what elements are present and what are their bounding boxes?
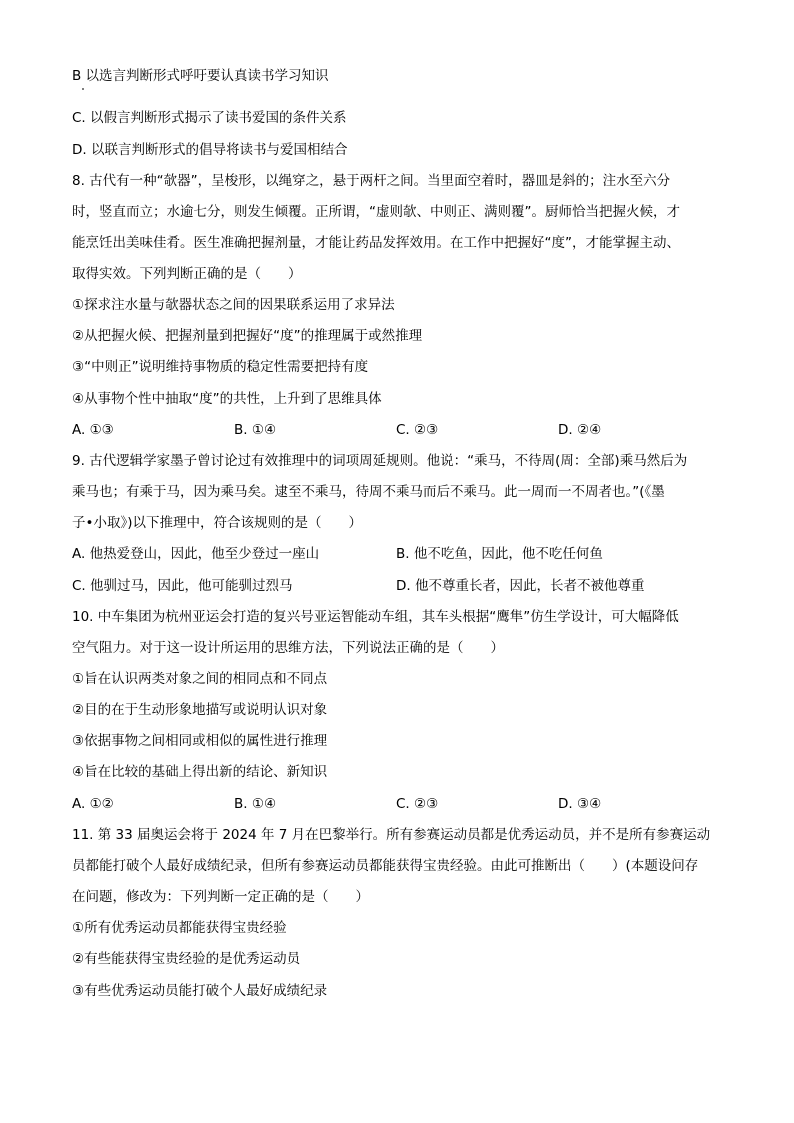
q10-option-c: C. ②③: [396, 796, 439, 812]
q11-stem-line-3: 在问题，修改为：下列判断一定正确的是（ ）: [72, 889, 369, 905]
q9-stem-line-2: 乘马也；有乘于马，因为乘马矣。逮至不乘马，待周不乘马而后不乘马。此一周而一不周者也。”(《墨: [72, 484, 665, 500]
q8-option-b: B. ①④: [234, 422, 277, 438]
q9-option-c: C. 他驯过马，因此，他可能驯过烈马: [72, 578, 293, 594]
q8-item-2: ②从把握火候、把握剂量到把握好“度”的推理属于或然推理: [72, 328, 423, 344]
q9-stem-line-1: 9. 古代逻辑学家墨子曾讨论过有效推理中的词项周延规则。他说：“乘马，不待周(周：全部)乘马然后为: [72, 453, 688, 469]
q8-item-1: ①探求注水量与欹器状态之间的因果联系运用了求异法: [72, 297, 395, 313]
q8-option-c: C. ②③: [396, 422, 439, 438]
q10-option-a: A. ①②: [72, 796, 114, 812]
q8-stem-line-4: 取得实效。下列判断正确的是（ ）: [72, 266, 302, 282]
q11-stem-line-1: 11. 第 33 届奥运会将于 2024 年 7 月在巴黎举行。所有参赛运动员都是优秀运动员，并不是所有参赛运动: [72, 827, 711, 843]
q10-stem-line-2: 空气阻力。对于这一设计所运用的思维方法，下列说法正确的是（ ）: [72, 640, 504, 656]
q10-item-4: ④旨在比较的基础上得出新的结论、新知识: [72, 764, 328, 780]
q8-option-a: A. ①③: [72, 422, 114, 438]
q9-stem-line-3: 子•小取》)以下推理中，符合该规则的是（ ）: [72, 515, 362, 531]
q8-stem-line-2: 时，竖直而立；水逾七分，则发生倾覆。正所谓，“虚则欹、中则正、满则覆”。厨师恰当把握火候，才: [72, 204, 680, 220]
q7-option-d: D. 以联言判断形式的倡导将读书与爱国相结合: [72, 142, 348, 158]
q8-stem-line-1: 8. 古代有一种“欹器”，呈梭形，以绳穿之，悬于两杆之间。当里面空着时，器皿是斜的；注水至六分: [72, 173, 671, 189]
q9-option-a: A. 他热爱登山，因此，他至少登过一座山: [72, 546, 320, 562]
q10-item-3: ③依据事物之间相同或相似的属性进行推理: [72, 733, 328, 749]
q8-option-d: D. ②④: [558, 422, 602, 438]
q11-item-1: ①所有优秀运动员都能获得宝贵经验: [72, 920, 287, 936]
q10-option-d: D. ③④: [558, 796, 602, 812]
q8-item-3: ③“中则正”说明维持事物质的稳定性需要把持有度: [72, 359, 369, 375]
q10-item-2: ②目的在于生动形象地描写或说明认识对象: [72, 702, 328, 718]
q9-option-d: D. 他不尊重长者，因此，长者不被他尊重: [396, 578, 645, 594]
q10-stem-line-1: 10. 中车集团为杭州亚运会打造的复兴号亚运智能动车组，其车头根据“鹰隼”仿生学设计，可大幅降低: [72, 609, 679, 625]
q11-item-2: ②有些能获得宝贵经验的是优秀运动员: [72, 951, 301, 967]
q8-item-4: ④从事物个性中抽取“度”的共性，上升到了思维具体: [72, 391, 382, 407]
q7-option-c: C. 以假言判断形式揭示了读书爱国的条件关系: [72, 110, 347, 126]
q7-option-b: B 以选言判断形式呼吁要认真读书学习知识: [72, 68, 329, 84]
q10-option-b: B. ①④: [234, 796, 277, 812]
q11-item-3: ③有些优秀运动员能打破个人最好成绩纪录: [72, 983, 328, 999]
stray-mark: [82, 88, 84, 90]
q9-option-b: B. 他不吃鱼，因此，他不吃任何鱼: [396, 546, 603, 562]
q8-stem-line-3: 能烹饪出美味佳肴。医生准确把握剂量，才能让药品发挥效用。在工作中把握好“度”，才能掌握主动、: [72, 235, 680, 251]
q10-item-1: ①旨在认识两类对象之间的相同点和不同点: [72, 671, 328, 687]
q11-stem-line-2: 员都能打破个人最好成绩纪录，但所有参赛运动员都能获得宝贵经验。由此可推断出（ ）(本题设问存: [72, 858, 699, 874]
